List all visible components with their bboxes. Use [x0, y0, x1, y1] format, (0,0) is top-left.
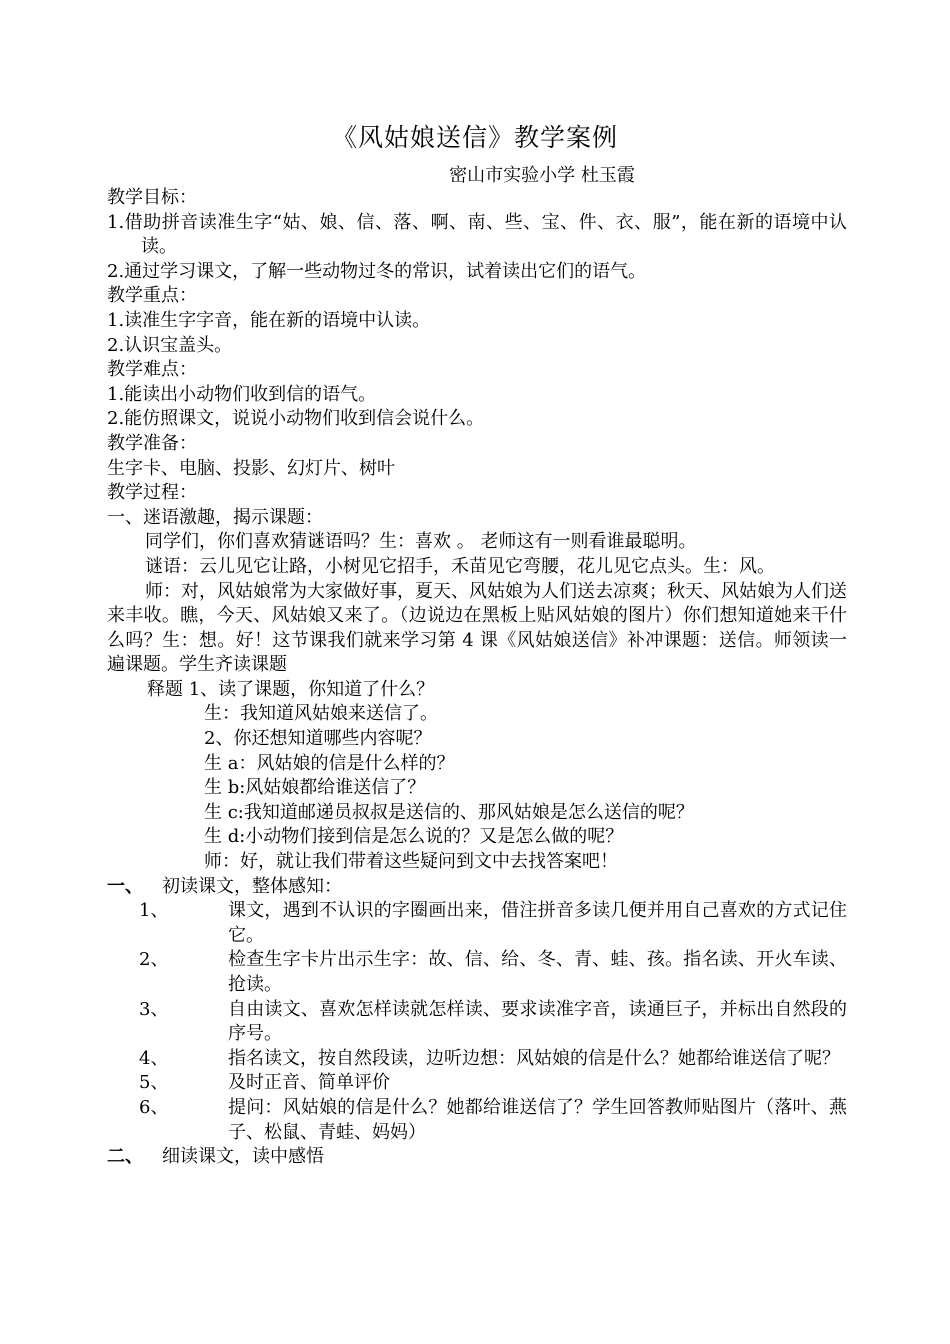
- step-item: [107, 1071, 847, 1096]
- paragraph: 同学们，你们喜欢猜谜语吗？生：喜欢 。 老师这有一则看谁最聪明。: [145, 531, 697, 553]
- step-text: 及时正音、简单评价: [228, 1072, 390, 1094]
- step-item: [107, 1047, 847, 1072]
- keypoints-heading: 教学重点：: [107, 285, 197, 307]
- explain-item: 生 a：风姑娘的信是什么样的？: [204, 752, 455, 774]
- step-item: [107, 998, 847, 1047]
- step-number: 2、: [139, 949, 169, 971]
- section-heading: 一、迷语激趣，揭示课题：: [107, 506, 323, 528]
- difficulty-item: 2.能仿照课文，说说小动物们收到信会说什么。: [107, 408, 485, 430]
- objective-item: 1.借助拼音读准生字“姑、娘、信、落、啊、南、些、宝、件、衣、服”，能在新的语境中认读。: [107, 211, 847, 258]
- step-text: 课文，遇到不认识的字圈画出来，借注拼音多读几便并用自己喜欢的方式记住它。: [228, 900, 847, 946]
- explain-item: 生 c:我知道邮递员叔叔是送信的、那风姑娘是怎么送信的呢？: [204, 801, 694, 823]
- paragraph: 谜语：云儿见它让路，小树见它招手，禾苗见它弯腰，花儿见它点头。生：风。: [145, 555, 775, 577]
- keypoint-item: 1.读准生字字音，能在新的语境中认读。: [107, 309, 431, 331]
- author-line: 密山市实验小学 杜玉霞: [449, 165, 635, 186]
- step-text: 检查生字卡片出示生字：故、信、给、冬、青、蛙、孩。指名读、开火车读、抢读。: [228, 949, 847, 995]
- preparation-heading: 教学准备：: [107, 432, 197, 454]
- objectives-heading: 教学目标：: [107, 187, 197, 208]
- paragraph: 师：对，风姑娘常为大家做好事，夏天、风姑娘为人们送去凉爽；秋天、风姑娘为人们送来丰收。瞧，今天、风姑娘又来了。（边说边在黑板上贴风姑娘的图片）你们想知道她来干什么吗？生：想。好！这节课我们就来学习第 4 课《风姑娘送信》补冲课题：送信。师领读一遍课题。学生齐读课题: [107, 580, 847, 676]
- section-heading: [107, 875, 847, 900]
- step-item: [107, 1096, 847, 1145]
- section-number: 二、: [107, 1146, 143, 1168]
- section-number: 一、: [107, 875, 143, 897]
- objective-item: 2.通过学习课文，了解一些动物过冬的常识，试着读出它们的语气。: [107, 260, 647, 282]
- process-heading: 教学过程：: [107, 482, 197, 504]
- explain-item: 生 d:小动物们接到信是怎么说的？又是怎么做的呢？: [204, 826, 624, 848]
- section-text: 初读课文，整体感知：: [162, 875, 342, 897]
- step-number: 4、: [139, 1047, 169, 1069]
- section-text: 细读课文，读中感悟: [162, 1146, 324, 1168]
- document-body: [107, 186, 847, 1170]
- step-number: 6、: [139, 1096, 169, 1118]
- difficulty-item: 1.能读出小动物们收到信的语气。: [107, 383, 377, 405]
- explain-line: 释题 1、读了课题，你知道了什么？: [147, 678, 435, 700]
- preparation-text: 生字卡、电脑、投影、幻灯片、树叶: [107, 457, 395, 479]
- step-text: 提问：风姑娘的信是什么？她都给谁送信了？学生回答教师贴图片（落叶、燕子、松鼠、青蛙、妈妈）: [228, 1096, 847, 1143]
- step-number: 1、: [139, 900, 169, 922]
- step-item: [107, 948, 847, 997]
- step-text: 指名读文，按自然段读，边听边想：风姑娘的信是什么？她都给谁送信了呢？: [228, 1047, 840, 1069]
- step-text: 自由读文、喜欢怎样读就怎样读、要求读准字音，读通巨子，并标出自然段的序号。: [228, 998, 847, 1045]
- explain-item: 生：我知道风姑娘来送信了。: [204, 703, 438, 725]
- explain-item: 2、你还想知道哪些内容呢？: [204, 728, 432, 750]
- section-heading: [107, 1145, 847, 1170]
- document-title: 《风姑娘送信》教学案例: [331, 123, 618, 152]
- keypoint-item: 2.认识宝盖头。: [107, 334, 233, 356]
- step-number: 5、: [139, 1072, 169, 1094]
- explain-item: 生 b:风姑娘都给谁送信了？: [204, 777, 426, 799]
- step-item: [107, 899, 847, 948]
- explain-item: 师：好，就让我们带着这些疑问到文中去找答案吧！: [204, 851, 618, 873]
- step-number: 3、: [139, 998, 169, 1020]
- difficulties-heading: 教学难点：: [107, 359, 197, 381]
